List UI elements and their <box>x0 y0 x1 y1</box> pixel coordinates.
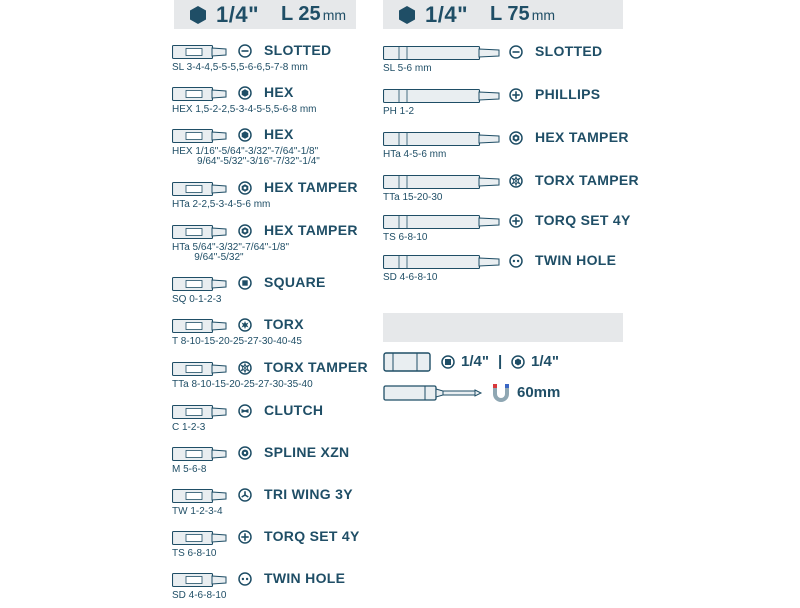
bit-sizes: TS 6-8-10 <box>172 548 217 559</box>
bit-sizes: M 5-6-8 <box>172 464 207 475</box>
bit-sizes: SL 5-6 mm <box>383 63 432 74</box>
bit-item <box>172 530 412 566</box>
left-header <box>174 0 356 29</box>
bit-name: TORX TAMPER <box>535 172 639 188</box>
bit-name: TWIN HOLE <box>264 570 346 586</box>
torx-tamper-icon <box>238 361 252 375</box>
spline-icon <box>238 446 252 460</box>
bit-name: HEX TAMPER <box>264 222 358 238</box>
bit-name: CLUTCH <box>264 402 324 418</box>
twin-hole-icon <box>509 254 523 268</box>
socket-adapter-icon <box>383 351 431 373</box>
slotted-icon <box>509 45 523 59</box>
bit-item <box>383 212 631 250</box>
bit-item <box>383 129 629 167</box>
bit-sizes: SD 4-6-8-10 <box>172 590 227 601</box>
bit-sizes: T 8-10-15-20-25-27-30-40-45 <box>172 336 302 347</box>
bit-name: TORX TAMPER <box>264 359 368 375</box>
bit-name: SLOTTED <box>535 43 603 59</box>
hex-tamper-icon <box>509 131 523 145</box>
bit-sizes: TTa 8-10-15-20-25-27-30-35-40 <box>172 379 313 390</box>
bit-name: TRI WING 3Y <box>264 486 353 502</box>
slotted-icon <box>238 44 252 58</box>
left-header-size: 1/4" <box>216 1 260 27</box>
square-drive-size: 1/4" <box>461 353 489 370</box>
hex-badge-icon <box>397 5 417 25</box>
bit-sizes: C 1-2-3 <box>172 422 206 433</box>
separator: | <box>498 353 503 370</box>
bit-sizes: TTa 15-20-30 <box>383 192 443 203</box>
magnetic-bit-holder <box>383 382 623 404</box>
square-drive-icon <box>441 355 455 369</box>
bit-name: TWIN HOLE <box>535 252 617 268</box>
bit-sizes: SQ 0-1-2-3 <box>172 294 222 305</box>
right-header-length: L 75 mm <box>490 3 556 25</box>
torx-icon <box>238 318 252 332</box>
bit-sizes: HEX 1,5-2-2,5-3-4-5-5,5-6-8 mm <box>172 104 317 115</box>
bit-name: SQUARE <box>264 274 326 290</box>
tri-wing-icon <box>238 488 252 502</box>
left-header-length: L 25 mm <box>281 3 347 25</box>
bit-sizes: SD 4-6-8-10 <box>383 272 438 283</box>
bit-item <box>383 88 623 124</box>
bit-adapter <box>383 350 623 374</box>
bit-item <box>172 318 412 354</box>
hex-drive-size: 1/4" <box>531 353 559 370</box>
square-icon <box>238 276 252 290</box>
bit-sizes: HTa 5/64"-3/32"-7/64"-1/8" 9/64"-5/32" <box>172 242 290 263</box>
right-header <box>383 0 623 29</box>
bit-holder-icon <box>383 384 483 402</box>
bit-name: TORQ SET 4Y <box>264 528 360 544</box>
twin-hole-icon <box>238 572 252 586</box>
bit-item <box>172 572 412 608</box>
bit-item <box>172 404 412 440</box>
bit-item <box>172 84 415 122</box>
bit-name: HEX TAMPER <box>535 129 629 145</box>
bit-item <box>172 181 412 217</box>
bit-item <box>172 488 412 524</box>
hex-badge-icon <box>188 5 208 25</box>
bit-sizes: HEX 1/16"-5/64"-3/32"-7/64"-1/8" 9/64"-5/32"-3/16"-7/32"-1/4" <box>172 146 320 167</box>
bit-item <box>172 126 412 167</box>
clutch-icon <box>238 404 252 418</box>
bit-name: HEX TAMPER <box>264 179 358 195</box>
bit-sizes: PH 1-2 <box>383 106 415 117</box>
bit-item <box>172 222 412 263</box>
bit-name: TORX <box>264 316 304 332</box>
bit-sizes: TS 6-8-10 <box>383 232 428 243</box>
bit-name: HEX <box>264 126 294 142</box>
bit-name: HEX <box>264 84 294 100</box>
hex-icon <box>238 128 252 142</box>
bit-item <box>172 361 412 397</box>
bit-item <box>172 44 412 80</box>
holder-length: 60mm <box>517 384 561 401</box>
bit-name: SLOTTED <box>264 42 332 58</box>
torq-set-icon <box>509 214 523 228</box>
bit-sizes: HTa 2-2,5-3-4-5-6 mm <box>172 199 271 210</box>
hex-tamper-icon <box>238 181 252 195</box>
bit-item <box>172 446 412 482</box>
bit-item <box>383 172 639 210</box>
bit-item <box>383 254 623 290</box>
torx-tamper-icon <box>509 174 523 188</box>
bit-name: SPLINE XZN <box>264 444 350 460</box>
bit-item <box>172 276 412 312</box>
bit-item <box>383 45 623 81</box>
accessories-header <box>383 313 623 342</box>
phillips-icon <box>509 88 523 102</box>
bit-sizes: TW 1-2-3-4 <box>172 506 223 517</box>
bit-name: TORQ SET 4Y <box>535 212 631 228</box>
bit-sizes: SL 3-4-4,5-5-5,5-6-6,5-7-8 mm <box>172 62 308 73</box>
hex-icon <box>238 86 252 100</box>
bit-name: PHILLIPS <box>535 86 601 102</box>
hex-drive-icon <box>511 355 525 369</box>
hex-tamper-icon <box>238 224 252 238</box>
torq-set-icon <box>238 530 252 544</box>
bit-sizes: HTa 4-5-6 mm <box>383 149 447 160</box>
magnet-icon <box>491 382 511 404</box>
right-header-size: 1/4" <box>425 1 469 27</box>
